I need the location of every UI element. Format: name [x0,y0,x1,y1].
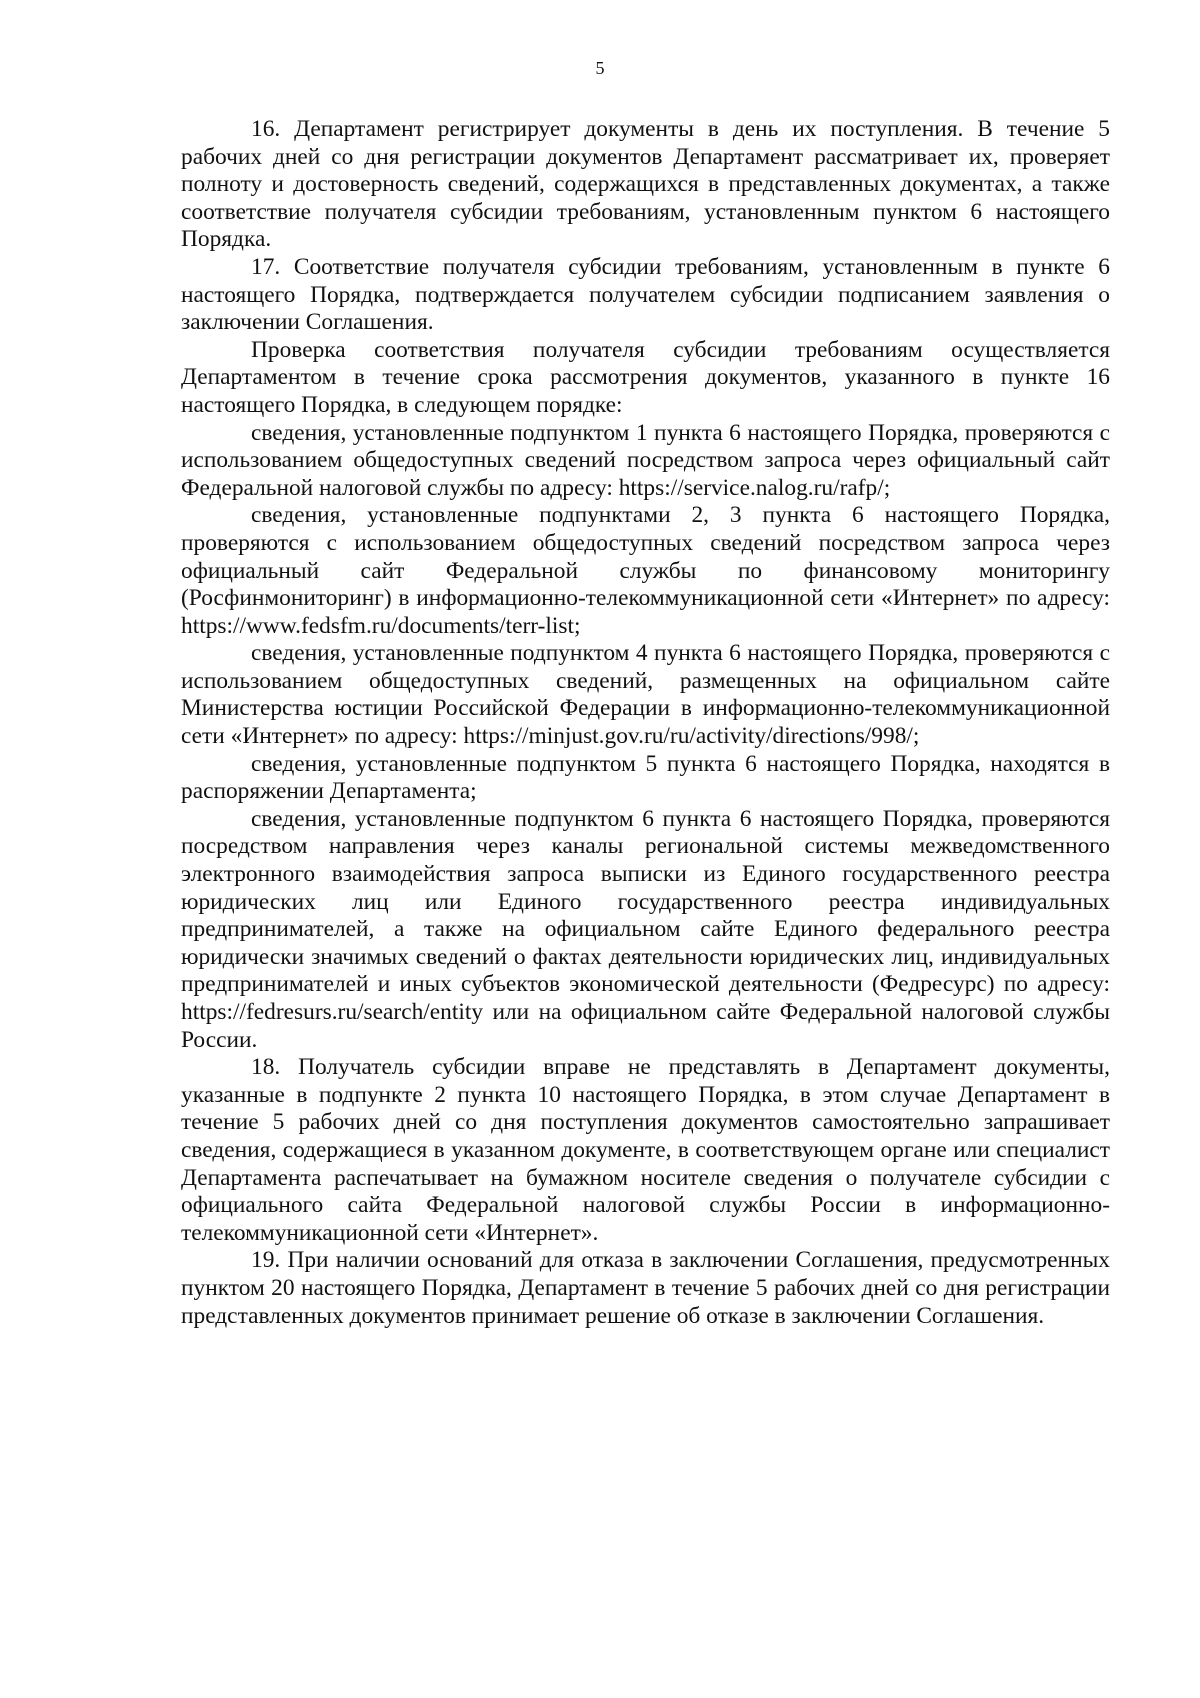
paragraph-subitem-5: сведения, установленные подпунктом 5 пункта 6 настоящего Порядка, находятся в распоряжении Департамента; [181,750,1110,805]
paragraph-subitem-1: сведения, установленные подпунктом 1 пункта 6 настоящего Порядка, проверяются с использованием общедоступных сведений посредством запроса через официальный сайт Федеральной налоговой службы по адресу: https://service.nalog.ru/rafp/; [181,419,1110,501]
paragraph-17: 17. Соответствие получателя субсидии требованиям, установленным в пункте 6 настоящего Порядка, подтверждается получателем субсидии подписанием заявления о заключении Соглашения. [181,253,1110,336]
paragraph-subitem-4: сведения, установленные подпунктом 4 пункта 6 настоящего Порядка, проверяются с использованием общедоступных сведений, размещенных на официальном сайте Министерства юстиции Российской Федерации в информационно-телекоммуникационной сети «Интернет» по адресу: https://minjust.gov.ru/ru/activity/directions/998/; [181,640,1110,750]
document-body [181,116,1110,1330]
paragraph-19: 19. При наличии оснований для отказа в заключении Соглашения, предусмотренных пунктом 20 настоящего Порядка, Департамент в течение 5 рабочих дней со дня регистрации представленных документов принимает решение об отказе в заключении Соглашения. [181,1247,1110,1329]
paragraph-subitem-6: сведения, установленные подпунктом 6 пункта 6 настоящего Порядка, проверяются посредством направления через каналы региональной системы межведомственного электронного взаимодействия запроса выписки из Единого государственного реестра юридических лиц или Единого государственного реестра индивидуальных предпринимателей, а также на официальном сайте Единого федерального реестра юридически значимых сведений о фактах деятельности юридических лиц, индивидуальных предпринимателей и иных субъектов экономической деятельности (Федресурс) по адресу: https://fedresurs.ru/search/entity или на официальном сайте Федеральной налоговой службы России. [181,805,1110,1053]
paragraph-16: 16. Департамент регистрирует документы в день их поступления. В течение 5 рабочих дней со дня регистрации документов Департамент рассматривает их, проверяет полноту и достоверность сведений, содержащихся в представленных документах, а также соответствие получателя субсидии требованиям, установленным пунктом 6 настоящего Порядка. [181,116,1110,253]
paragraph-subitems-2-3: сведения, установленные подпунктами 2, 3 пункта 6 настоящего Порядка, проверяются с использованием общедоступных сведений посредством запроса через официальный сайт Федеральной службы по финансовому мониторингу (Росфинмониторинг) в информационно-телекоммуникационной сети «Интернет» по адресу: https://www.fedsfm.ru/documents/terr-list; [181,502,1110,639]
paragraph-verification-intro: Проверка соответствия получателя субсидии требованиям осуществляется Департаментом в течение срока рассмотрения документов, указанного в пункте 16 настоящего Порядка, в следующем порядке: [181,336,1110,418]
page-number: 5 [595,58,605,78]
paragraph-18: 18. Получатель субсидии вправе не представлять в Департамент документы, указанные в подпункте 2 пункта 10 настоящего Порядка, в этом случае Департамент в течение 5 рабочих дней со дня поступления документов самостоятельно запрашивает сведения, содержащиеся в указанном документе, в соответствующем органе или специалист Департамента распечатывает на бумажном носителе сведения о получателе субсидии с официального сайта Федеральной налоговой службы России в информационно-телекоммуникационной сети «Интернет». [181,1054,1110,1246]
